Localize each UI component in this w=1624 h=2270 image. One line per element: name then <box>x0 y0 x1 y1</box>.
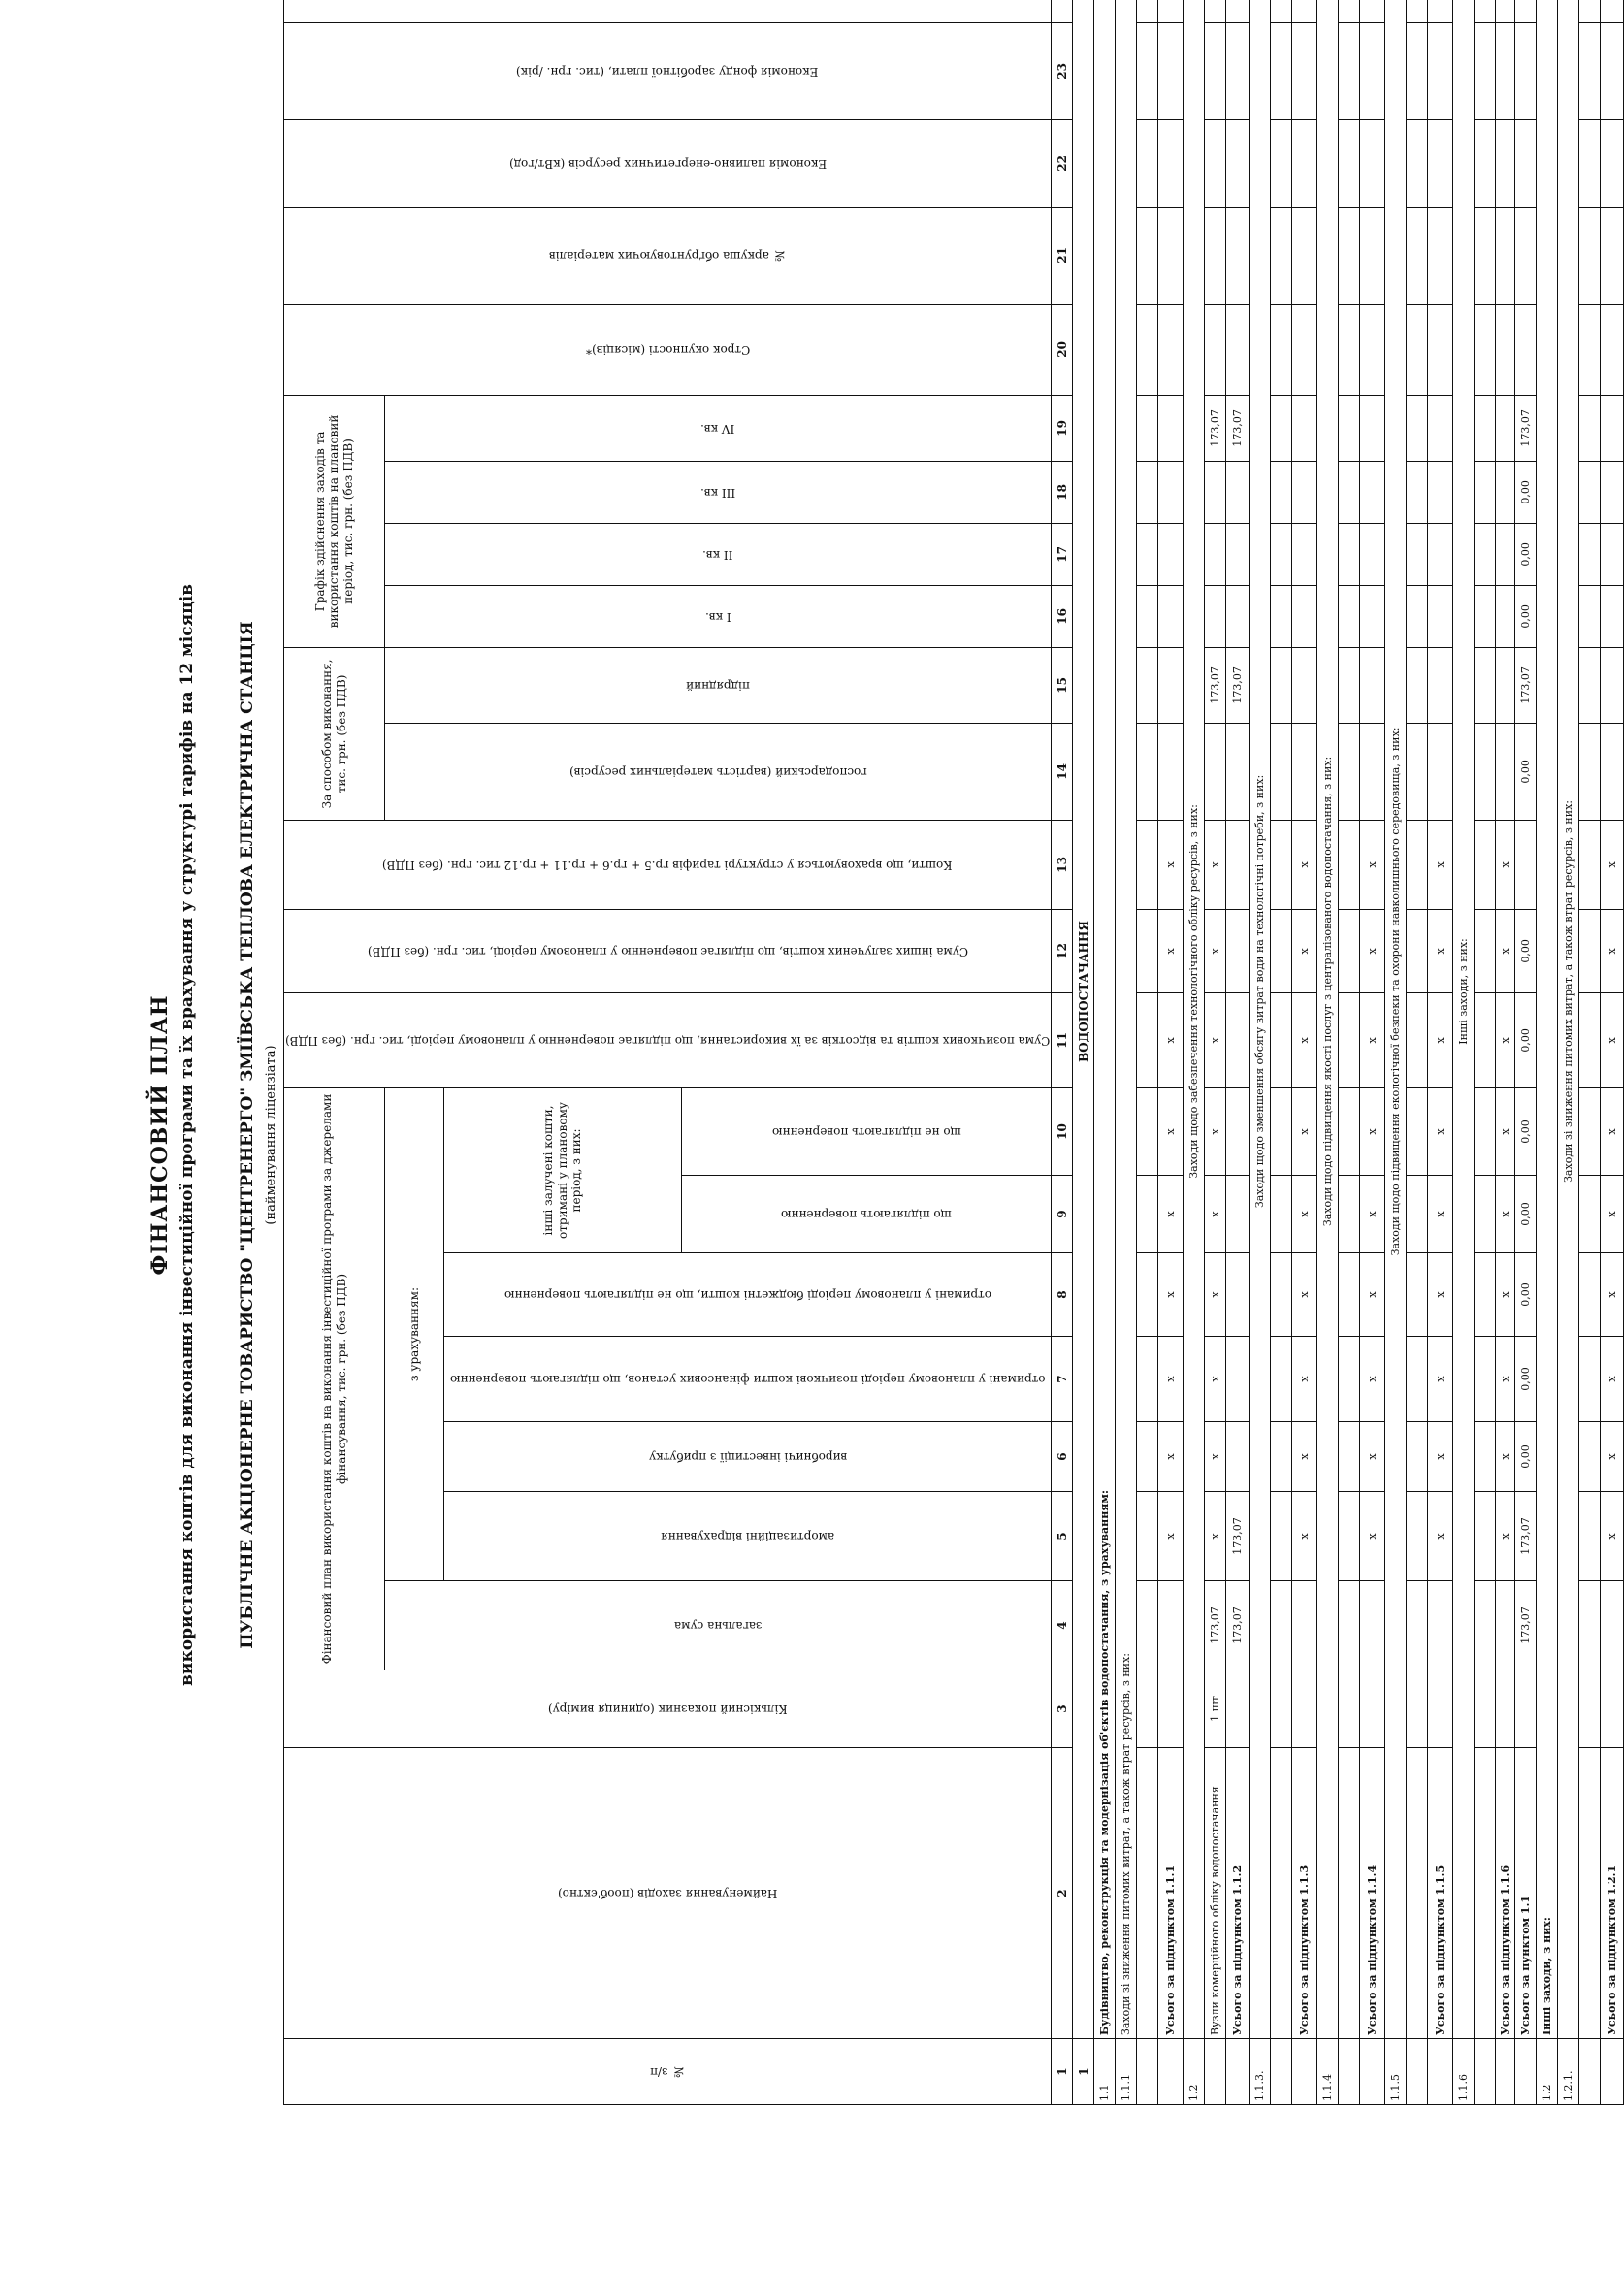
cell-c11: х <box>1205 992 1226 1087</box>
schedule-group-header: Графік здійснення заходів та використання коштів на плановий період, тис. грн. (без ПДВ) <box>284 395 385 647</box>
cell-c9: х <box>1360 1176 1385 1253</box>
including-group-header: з урахуванням: <box>385 1087 444 1580</box>
cell-c6: х <box>1158 1422 1184 1492</box>
cell-c8: х <box>1205 1253 1226 1337</box>
cell-c11: х <box>1601 992 1624 1087</box>
cell-c19: 173,07 <box>1226 395 1250 461</box>
row-1-1-2 <box>1184 0 1205 2105</box>
empty-row <box>1137 0 1158 2105</box>
col-18-header: III кв. <box>385 461 1052 523</box>
col-24-header <box>284 0 1052 22</box>
colnum-12: 12 <box>1052 909 1073 992</box>
row-code: 1.2.1. <box>1558 2039 1579 2105</box>
cell-c13: х <box>1428 820 1453 909</box>
colnum-20: 20 <box>1052 304 1073 395</box>
cell-c8: х <box>1496 1253 1515 1337</box>
cell-c7: х <box>1428 1337 1453 1422</box>
cell-c9: х <box>1292 1176 1317 1253</box>
colnum-8: 8 <box>1052 1253 1073 1337</box>
cell-c11: х <box>1158 992 1184 1087</box>
cell-c5: 173,07 <box>1515 1492 1537 1581</box>
company-note: (найменування ліцензіата) <box>264 1045 278 1225</box>
colnum-6: 6 <box>1052 1422 1073 1492</box>
cell-c11: х <box>1496 992 1515 1087</box>
other-funds-group-header: інші залучені кошти, отримані у плановому період, з них: <box>444 1087 681 1252</box>
total-row-1-1 <box>1515 0 1537 2105</box>
method-group-header: За способом виконання, тис. грн. (без ПДВ) <box>284 647 385 820</box>
col-3-header: Кількісний показник (одиниця виміру) <box>284 1670 1052 1748</box>
row-code: 1.1.3. <box>1250 2039 1271 2105</box>
cell-c12: х <box>1601 909 1624 992</box>
subsection-title: Заходи щодо забезпечення технологічного обліку ресурсів, з них: <box>1184 0 1205 2039</box>
row-code: 1.1.4 <box>1317 2039 1339 2105</box>
cell-qty: 1 шт <box>1205 1670 1226 1748</box>
cell-c13: х <box>1158 820 1184 909</box>
cell-c7: х <box>1360 1337 1385 1422</box>
colnum-19: 19 <box>1052 395 1073 461</box>
subsection-title: Інші заходи, з них: <box>1537 0 1558 2039</box>
subsection-title: Будівництво, реконструкція та модернізація об'єктів водопостачання, з урахуванням: <box>1094 0 1116 2039</box>
column-numbers-row <box>1052 0 1073 2105</box>
row-1-2-1 <box>1558 0 1579 2105</box>
col-21-header: № аркуша обґрунтовуючих матеріалів <box>284 207 1052 304</box>
cell-c10: х <box>1428 1087 1453 1175</box>
colnum-3: 3 <box>1052 1670 1073 1748</box>
cell-c11: х <box>1428 992 1453 1087</box>
col-23-header: Економія фонду заробітної плати, (тис. грн. /рік) <box>284 22 1052 119</box>
row-code: 1.1 <box>1094 2039 1116 2105</box>
row-name: Усього за підпунктом 1.1.5 <box>1428 1748 1453 2039</box>
cell-c5: х <box>1360 1492 1385 1581</box>
row-1-1-3 <box>1250 0 1271 2105</box>
col-7-header: отримані у плановому періоді позичкові кошти фінансових установ, що підлягають поверненню <box>444 1337 1052 1422</box>
cell-c12: 0,00 <box>1515 909 1537 992</box>
subsection-title: Заходи щодо підвищення якості послуг з централізованого водопостачання, з них: <box>1317 0 1339 2039</box>
colnum-15: 15 <box>1052 647 1073 723</box>
row-1-1-6 <box>1453 0 1475 2105</box>
col-2-header: Найменування заходів (пооб'єктно) <box>284 1748 1052 2039</box>
colnum-23: 23 <box>1052 22 1073 119</box>
cell-c16: 0,00 <box>1515 585 1537 647</box>
section-row <box>1073 0 1094 2105</box>
cell-c12: х <box>1292 909 1317 992</box>
cell-c10: х <box>1292 1087 1317 1175</box>
financing-group-header: Фінансовий план використання коштів на виконання інвестиційної програми за джерелами фінансування, тис. грн. (без ПДВ) <box>284 1087 385 1670</box>
cell-c7: х <box>1496 1337 1515 1422</box>
company-name: ПУБЛІЧНЕ АКЦІОНЕРНЕ ТОВАРИСТВО "ЦЕНТРЕНЕРГО" ЗМІЇВСЬКА ТЕПЛОВА ЕЛЕКТРИЧНА СТАНЦІЯ <box>238 621 257 1649</box>
cell-c5: х <box>1601 1492 1624 1581</box>
cell-c14: 0,00 <box>1515 723 1537 820</box>
colnum-17: 17 <box>1052 523 1073 585</box>
col-8-header: отримані у плановому періоді бюджетні кошти, що не підлягають поверненню <box>444 1253 1052 1337</box>
row-code: 1.1.5 <box>1385 2039 1407 2105</box>
col-9-header: що підлягають поверненню <box>681 1176 1052 1253</box>
col-10-header: що не підлягають поверненню <box>681 1087 1052 1175</box>
cell-c10: х <box>1496 1087 1515 1175</box>
subsection-title: Заходи щодо зменшення обсягу витрат води на технологічні потреби, з них: <box>1250 0 1271 2039</box>
colnum-10: 10 <box>1052 1087 1073 1175</box>
row-name: Усього за підпунктом 1.1.6 <box>1496 1748 1515 2039</box>
cell-c7: х <box>1601 1337 1624 1422</box>
cell-c5: х <box>1205 1492 1226 1581</box>
row-name: Усього за підпунктом 1.1.1 <box>1158 1748 1184 2039</box>
cell-c13: х <box>1601 820 1624 909</box>
cell-c5: х <box>1292 1492 1317 1581</box>
row-code: 1.2 <box>1184 2039 1205 2105</box>
cell-c5: х <box>1496 1492 1515 1581</box>
empty-row <box>1475 0 1496 2105</box>
cell-c8: х <box>1158 1253 1184 1337</box>
cell-c13: х <box>1360 820 1385 909</box>
cell-c12: х <box>1205 909 1226 992</box>
cell-c7: х <box>1292 1337 1317 1422</box>
colnum-22: 22 <box>1052 119 1073 207</box>
subsection-title: Заходи зі зниження питомих витрат, а також втрат ресурсів, з них: <box>1558 0 1579 2039</box>
cell-c15: 173,07 <box>1205 647 1226 723</box>
cell-c19: 173,07 <box>1205 395 1226 461</box>
col-12-header: Сума інших залучених коштів, що підлягає поверненню у плановому періоді, тис. грн. (без ПДВ) <box>284 909 1052 992</box>
col-13-header: Кошти, що враховуються у структурі тарифів гр.5 + гр.6 + гр.11 + гр.12 тис. грн. (без ПДВ) <box>284 820 1052 909</box>
cell-c13: х <box>1205 820 1226 909</box>
col-16-header: I кв. <box>385 585 1052 647</box>
cell-c10: х <box>1158 1087 1184 1175</box>
cell-c11: х <box>1292 992 1317 1087</box>
cell-c9: 0,00 <box>1515 1176 1537 1253</box>
cell-c15: 173,07 <box>1226 647 1250 723</box>
cell-total: 173,07 <box>1226 1581 1250 1670</box>
empty-row <box>1407 0 1428 2105</box>
cell-c10: х <box>1205 1087 1226 1175</box>
cell-c7: х <box>1205 1337 1226 1422</box>
cell-c8: х <box>1601 1253 1624 1337</box>
row-1-1-5 <box>1385 0 1407 2105</box>
cell-c7: 0,00 <box>1515 1337 1537 1422</box>
colnum-18: 18 <box>1052 461 1073 523</box>
row-1-1-4 <box>1317 0 1339 2105</box>
cell-c12: х <box>1158 909 1184 992</box>
subsection-title: Заходи зі зниження питомих витрат, а також втрат ресурсів, з них: <box>1116 0 1137 2039</box>
row-name: Усього за підпунктом 1.1.4 <box>1360 1748 1385 2039</box>
cell-c12: х <box>1496 909 1515 992</box>
empty-row <box>1579 0 1601 2105</box>
cell-c13: х <box>1496 820 1515 909</box>
empty-row <box>1271 0 1292 2105</box>
cell-total: 173,07 <box>1515 1581 1537 1670</box>
financial-plan-table <box>283 0 1624 2105</box>
cell-c9: х <box>1601 1176 1624 1253</box>
colnum-9: 9 <box>1052 1176 1073 1253</box>
col-11-header: Сума позичкових коштів та відсотків за їх використання, що підлягає поверненню у плановому періоді, тис. грн. (без ПДВ) <box>284 992 1052 1087</box>
cell-c5: 173,07 <box>1226 1492 1250 1581</box>
cell-c11: 0,00 <box>1515 992 1537 1087</box>
row-name: Усього за підпунктом 1.1.3 <box>1292 1748 1317 2039</box>
col-19-header: IV кв. <box>385 395 1052 461</box>
row-name: Усього за підпунктом 1.2.1 <box>1601 1748 1624 2039</box>
colnum-14: 14 <box>1052 723 1073 820</box>
cell-c9: х <box>1205 1176 1226 1253</box>
row-1-1 <box>1094 0 1116 2105</box>
cell-c6: х <box>1496 1422 1515 1492</box>
total-row-1-1-1 <box>1158 0 1184 2105</box>
colnum-7: 7 <box>1052 1337 1073 1422</box>
cell-c6: х <box>1360 1422 1385 1492</box>
cell-c12: х <box>1360 909 1385 992</box>
cell-c12: х <box>1428 909 1453 992</box>
document-subtitle: використання коштів для виконання інвестиційної програми та їх врахування у структурі тарифів на 12 місяців <box>178 584 197 1686</box>
col-15-header: підрядний <box>385 647 1052 723</box>
header-row-1 <box>284 0 385 2105</box>
cell-c19: 173,07 <box>1515 395 1537 461</box>
cell-c6: 0,00 <box>1515 1422 1537 1492</box>
col-22-header: Економія паливно-енергетичних ресурсів (кВт/год) <box>284 119 1052 207</box>
cell-c8: х <box>1292 1253 1317 1337</box>
cell-c5: х <box>1158 1492 1184 1581</box>
cell-c18: 0,00 <box>1515 461 1537 523</box>
row-code: 1.1.6 <box>1453 2039 1475 2105</box>
document-title: ФІНАНСОВИЙ ПЛАН <box>147 994 173 1276</box>
colnum-2: 2 <box>1052 1748 1073 2039</box>
section-index: 1 <box>1073 2039 1094 2105</box>
col-6-header: виробничі інвестиції з прибутку <box>444 1422 1052 1492</box>
col-4-header: загальна сума <box>385 1581 1052 1670</box>
total-row-1-1-3 <box>1292 0 1317 2105</box>
colnum-5: 5 <box>1052 1492 1073 1581</box>
row-1-2 <box>1537 0 1558 2105</box>
cell-c6: х <box>1601 1422 1624 1492</box>
colnum-11: 11 <box>1052 992 1073 1087</box>
col-14-header: господарський (вартість матеріальних ресурсів) <box>385 723 1052 820</box>
cell-c10: 0,00 <box>1515 1087 1537 1175</box>
cell-c13: х <box>1292 820 1317 909</box>
total-row-1-1-5 <box>1428 0 1453 2105</box>
cell-c6: х <box>1428 1422 1453 1492</box>
total-row-1-2-1 <box>1601 0 1624 2105</box>
col-20-header: Строк окупності (місяців)* <box>284 304 1052 395</box>
cell-c10: х <box>1601 1087 1624 1175</box>
cell-c15: 173,07 <box>1515 647 1537 723</box>
total-row-1-1-2 <box>1226 0 1250 2105</box>
col-17-header: II кв. <box>385 523 1052 585</box>
cell-c10: х <box>1360 1087 1385 1175</box>
empty-row <box>1339 0 1360 2105</box>
subsection-title: Заходи щодо підвищення екологічної безпеки та охорони навколишнього середовища, з них: <box>1385 0 1407 2039</box>
cell-c7: х <box>1158 1337 1184 1422</box>
total-row-1-1-6 <box>1496 0 1515 2105</box>
row-name: Усього за підпунктом 1.1.2 <box>1226 1748 1250 2039</box>
colnum-1: 1 <box>1052 2039 1073 2105</box>
row-code: 1.2 <box>1537 2039 1558 2105</box>
cell-c9: х <box>1158 1176 1184 1253</box>
cell-c6: х <box>1292 1422 1317 1492</box>
total-row-1-1-4 <box>1360 0 1385 2105</box>
colnum-24 <box>1052 0 1073 22</box>
section-title: ВОДОПОСТАЧАННЯ <box>1073 0 1094 2039</box>
col-5-header: амортизаційні відрахування <box>444 1492 1052 1581</box>
cell-c9: х <box>1428 1176 1453 1253</box>
cell-c5: х <box>1428 1492 1453 1581</box>
cell-c17: 0,00 <box>1515 523 1537 585</box>
row-code: 1.1.1 <box>1116 2039 1137 2105</box>
colnum-13: 13 <box>1052 820 1073 909</box>
cell-c9: х <box>1496 1176 1515 1253</box>
subsection-title: Інші заходи, з них: <box>1453 0 1475 2039</box>
cell-c8: х <box>1360 1253 1385 1337</box>
col-1-header: № з/п <box>284 2039 1052 2105</box>
cell-c11: х <box>1360 992 1385 1087</box>
cell-c8: 0,00 <box>1515 1253 1537 1337</box>
colnum-4: 4 <box>1052 1581 1073 1670</box>
colnum-16: 16 <box>1052 585 1073 647</box>
cell-total: 173,07 <box>1205 1581 1226 1670</box>
row-name: Усього за пунктом 1.1 <box>1515 1748 1537 2039</box>
row-1-1-1 <box>1116 0 1137 2105</box>
colnum-21: 21 <box>1052 207 1073 304</box>
cell-c8: х <box>1428 1253 1453 1337</box>
cell-c6: х <box>1205 1422 1226 1492</box>
row-name: Вузли комерційного обліку водопостачання <box>1205 1748 1226 2039</box>
item-row-meters <box>1205 0 1226 2105</box>
